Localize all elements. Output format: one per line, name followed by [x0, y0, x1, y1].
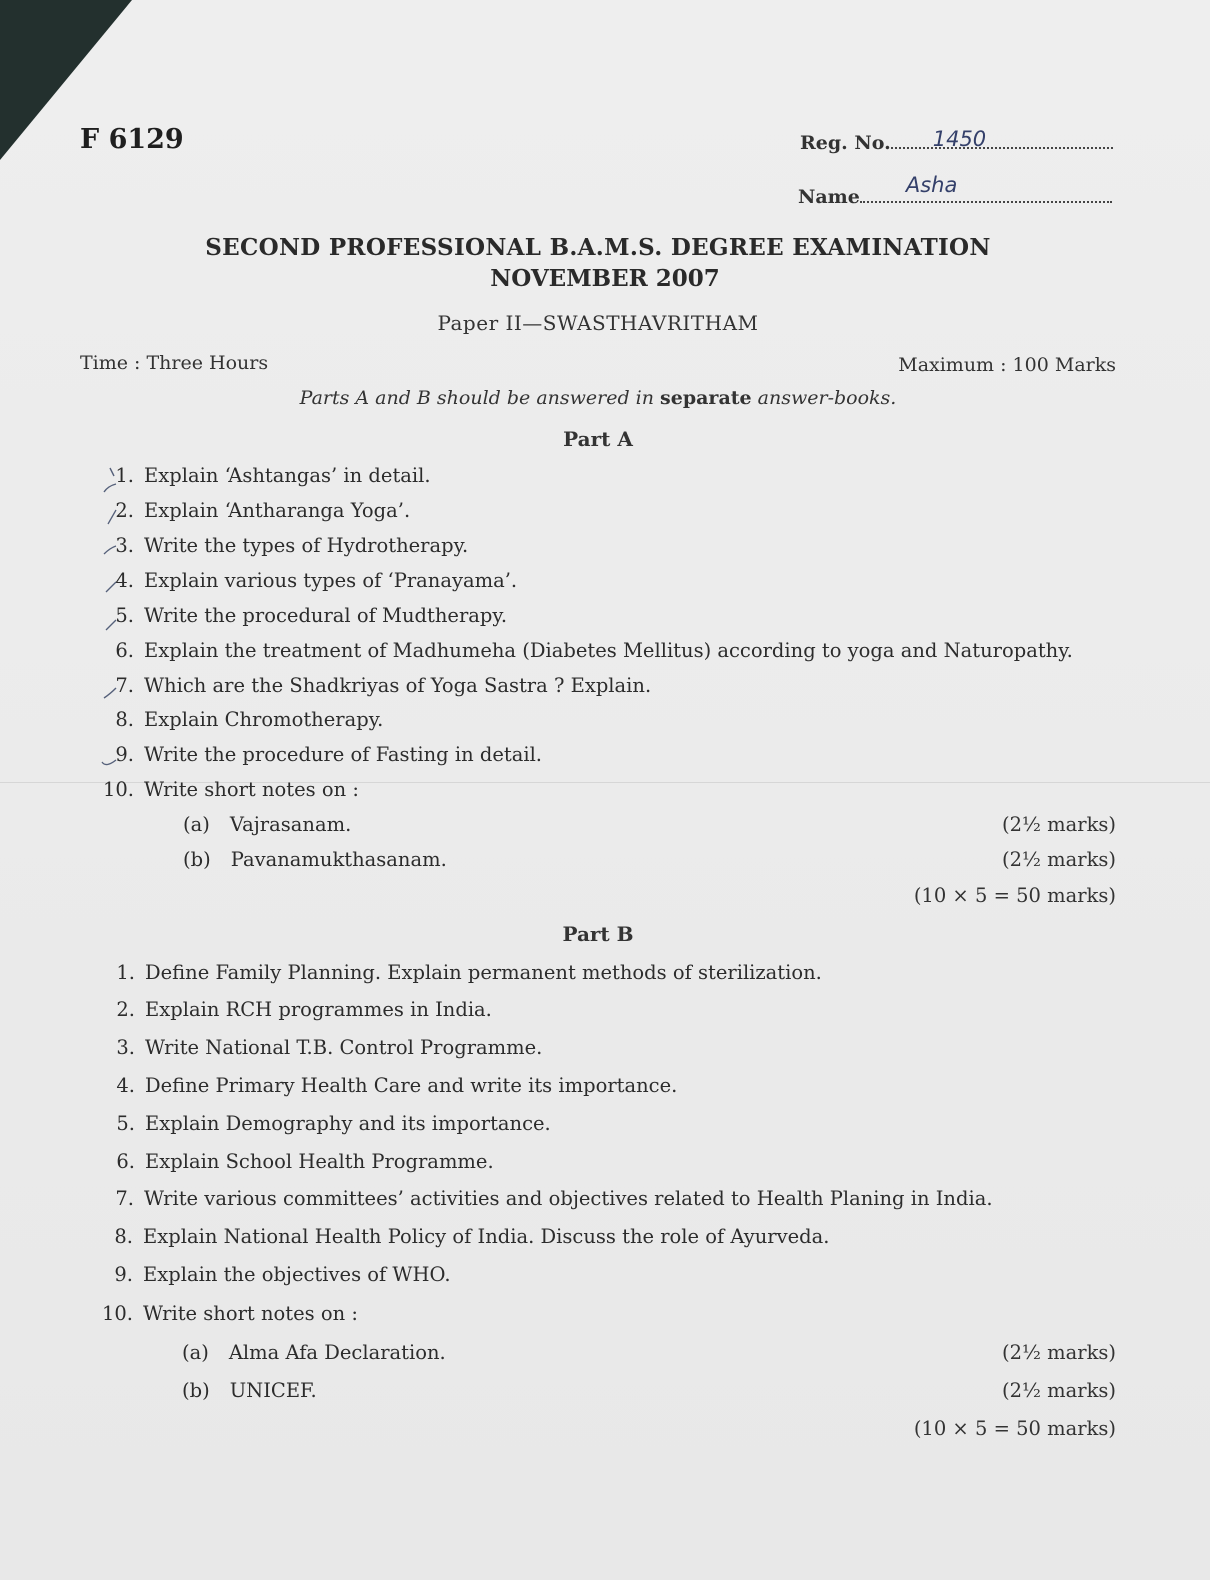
part-b-heading: Part B	[562, 922, 634, 946]
time-allowed: Time : Three Hours	[80, 352, 269, 374]
sub-question: (b) Pavanamukthasanam.	[183, 848, 447, 871]
exam-paper: F 6129 Reg. No. 1450 Name Asha SECOND PROFESSIONAL B.A.M.S. DEGREE EXAMINATION NOVEMBER 2007 Paper II—SWASTHAVRITHAM Time : Three Hours Maximum : 100 Marks Parts A and B should be answered in separate answer-books. Part A 1. Explain ‘Ashtangas’ in detail. 2. Explain ‘Antharanga Yoga’. 3. Write the types of Hydrotherapy. 4. Explain various types of ‘Pranayama’. 5. Write the procedural of Mudtherapy. 6. Explain the treatment of Madhumeha (Diabetes Mellitus) according to yoga and Naturopathy. 7. Which are the Shadkriyas of Yoga Sastra ? Explain. 8. Explain Chromotherapy. 9. Write the procedure of Fasting in detail. 10. Write short notes on : (a) Vajrasanam. (2½ marks) (b) Pavanamukthasanam. (2½ marks) (10 × 5 = 50 marks) Part B 1. Define Family Planning. Explain permanent methods of sterilization. 2. Explain RCH programmes in India. 3. Write National T.B. Control Programme. 4. Define Primary Health Care and write its importance. 5. Explain Demography and its importance. 6. Explain School Health Programme. 7. Write various committees’ activities and objectives related to Health Planing in India. 8. Explain National Health Policy of India. Discuss the role of Ayurveda. 9. Explain the objectives of WHO. 10. Write short notes on : (a) Alma Afa Declaration. (2½ marks) (b) UNICEF. (2½ marks) (10 × 5 = 50 marks)	[0, 0, 1210, 1580]
part-a-total: (10 × 5 = 50 marks)	[913, 884, 1116, 907]
sub-question: (a) Vajrasanam.	[183, 813, 352, 836]
sub-marks: (2½ marks)	[1002, 813, 1116, 836]
sub-marks: (2½ marks)	[1002, 1379, 1116, 1402]
sub-question: (b) UNICEF.	[182, 1379, 317, 1402]
instructions: Parts A and B should be answered in separate answer-books.	[299, 387, 897, 409]
part-b-total: (10 × 5 = 50 marks)	[913, 1417, 1116, 1440]
paper-name: Paper II—SWASTHAVRITHAM	[437, 311, 759, 335]
exam-title: SECOND PROFESSIONAL B.A.M.S. DEGREE EXAMINATION	[205, 234, 991, 261]
maximum-marks: Maximum : 100 Marks	[898, 354, 1116, 376]
sub-marks: (2½ marks)	[1002, 848, 1116, 871]
name-dotted-line	[860, 173, 1112, 203]
reg-label: Reg. No.	[800, 132, 891, 154]
exam-date: NOVEMBER 2007	[490, 265, 720, 292]
name-label: Name	[798, 186, 860, 208]
name-handwritten: Asha	[905, 173, 958, 197]
pen-tick-marks	[96, 462, 136, 792]
part-a-heading: Part A	[563, 427, 633, 451]
reg-handwritten: 1450	[932, 127, 987, 151]
name-field	[798, 173, 1112, 208]
reg-no	[800, 127, 1113, 154]
sub-question: (a) Alma Afa Declaration.	[182, 1341, 446, 1364]
reg-dotted-line	[891, 127, 1113, 151]
sub-marks: (2½ marks)	[1002, 1341, 1116, 1364]
paper-code: F 6129	[80, 124, 184, 155]
